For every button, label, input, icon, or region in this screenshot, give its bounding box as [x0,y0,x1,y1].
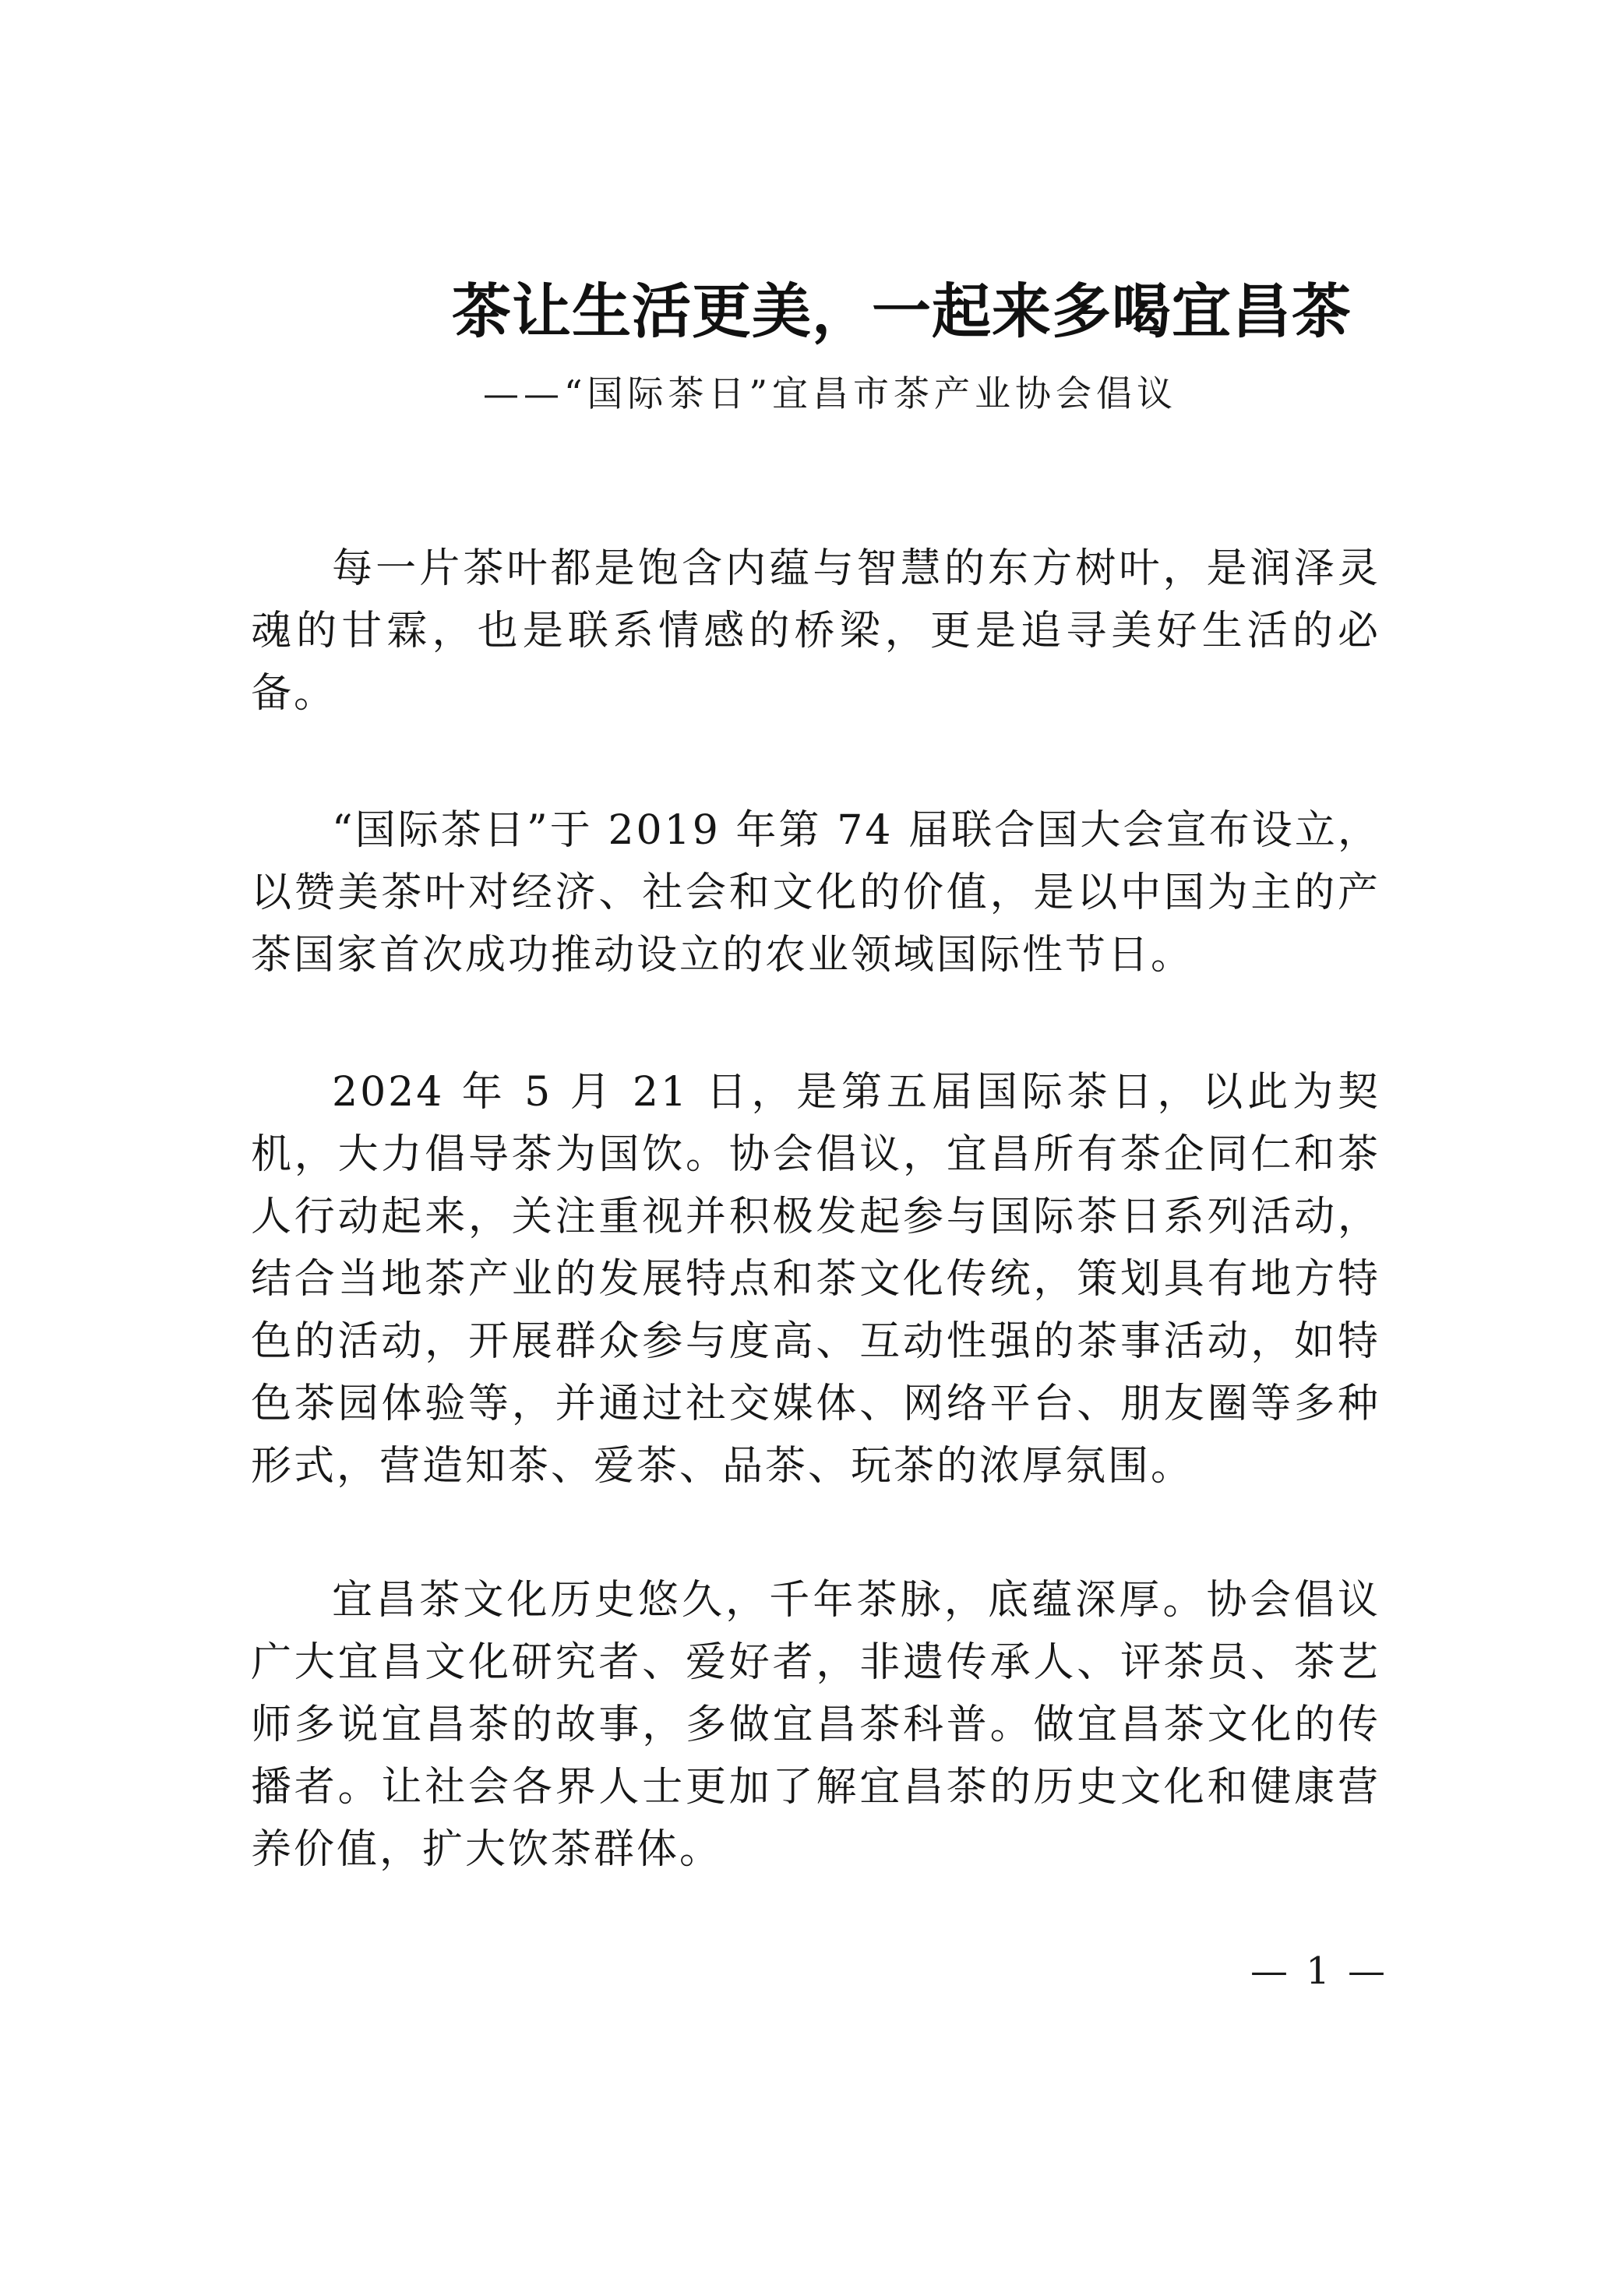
document-subtitle: ——“国际茶日”宜昌市茶产业协会倡议 [483,372,1178,414]
document-title: 茶让生活更美，一起来多喝宜昌茶 [452,277,1352,346]
paragraph-3: 2024 年 5 月 21 日，是第五届国际茶日，以此为契机，大力倡导茶为国饮。协会倡议，宜昌所有茶企同仁和茶人行动起来，关注重视并积极发起参与国际茶日系列活动，结合当地茶产业的发展特点和茶文化传统，策划具有地方特色的活动，开展群众参与度高、互动性强的茶事活动，如特色茶园体验等，并通过社交媒体、网络平台、朋友圈等多种形式，营造知茶、爱茶、品茶、玩茶的浓厚氛围。 [251,1069,1380,1490]
paragraph-1: 每一片茶叶都是饱含内蕴与智慧的东方树叶，是润泽灵魂的甘霖，也是联系情感的桥梁，更是追寻美好生活的必备。 [251,545,1380,717]
paragraph-4: 宜昌茶文化历史悠久，千年茶脉，底蕴深厚。协会倡议广大宜昌文化研究者、爱好者，非遗传承人、评茶员、茶艺师多说宜昌茶的故事，多做宜昌茶科普。做宜昌茶文化的传播者。让社会各界人士更加了解宜昌茶的历史文化和健康营养价值，扩大饮茶群体。 [251,1577,1380,1873]
page-number: — 1 — [1250,1949,1388,1993]
document-body [251,538,1380,1881]
paragraph-2: “国际茶日”于 2019 年第 74 届联合国大会宣布设立，以赞美茶叶对经济、社会和文化的价值，是以中国为主的产茶国家首次成功推动设立的农业领域国际性节日。 [251,807,1380,979]
